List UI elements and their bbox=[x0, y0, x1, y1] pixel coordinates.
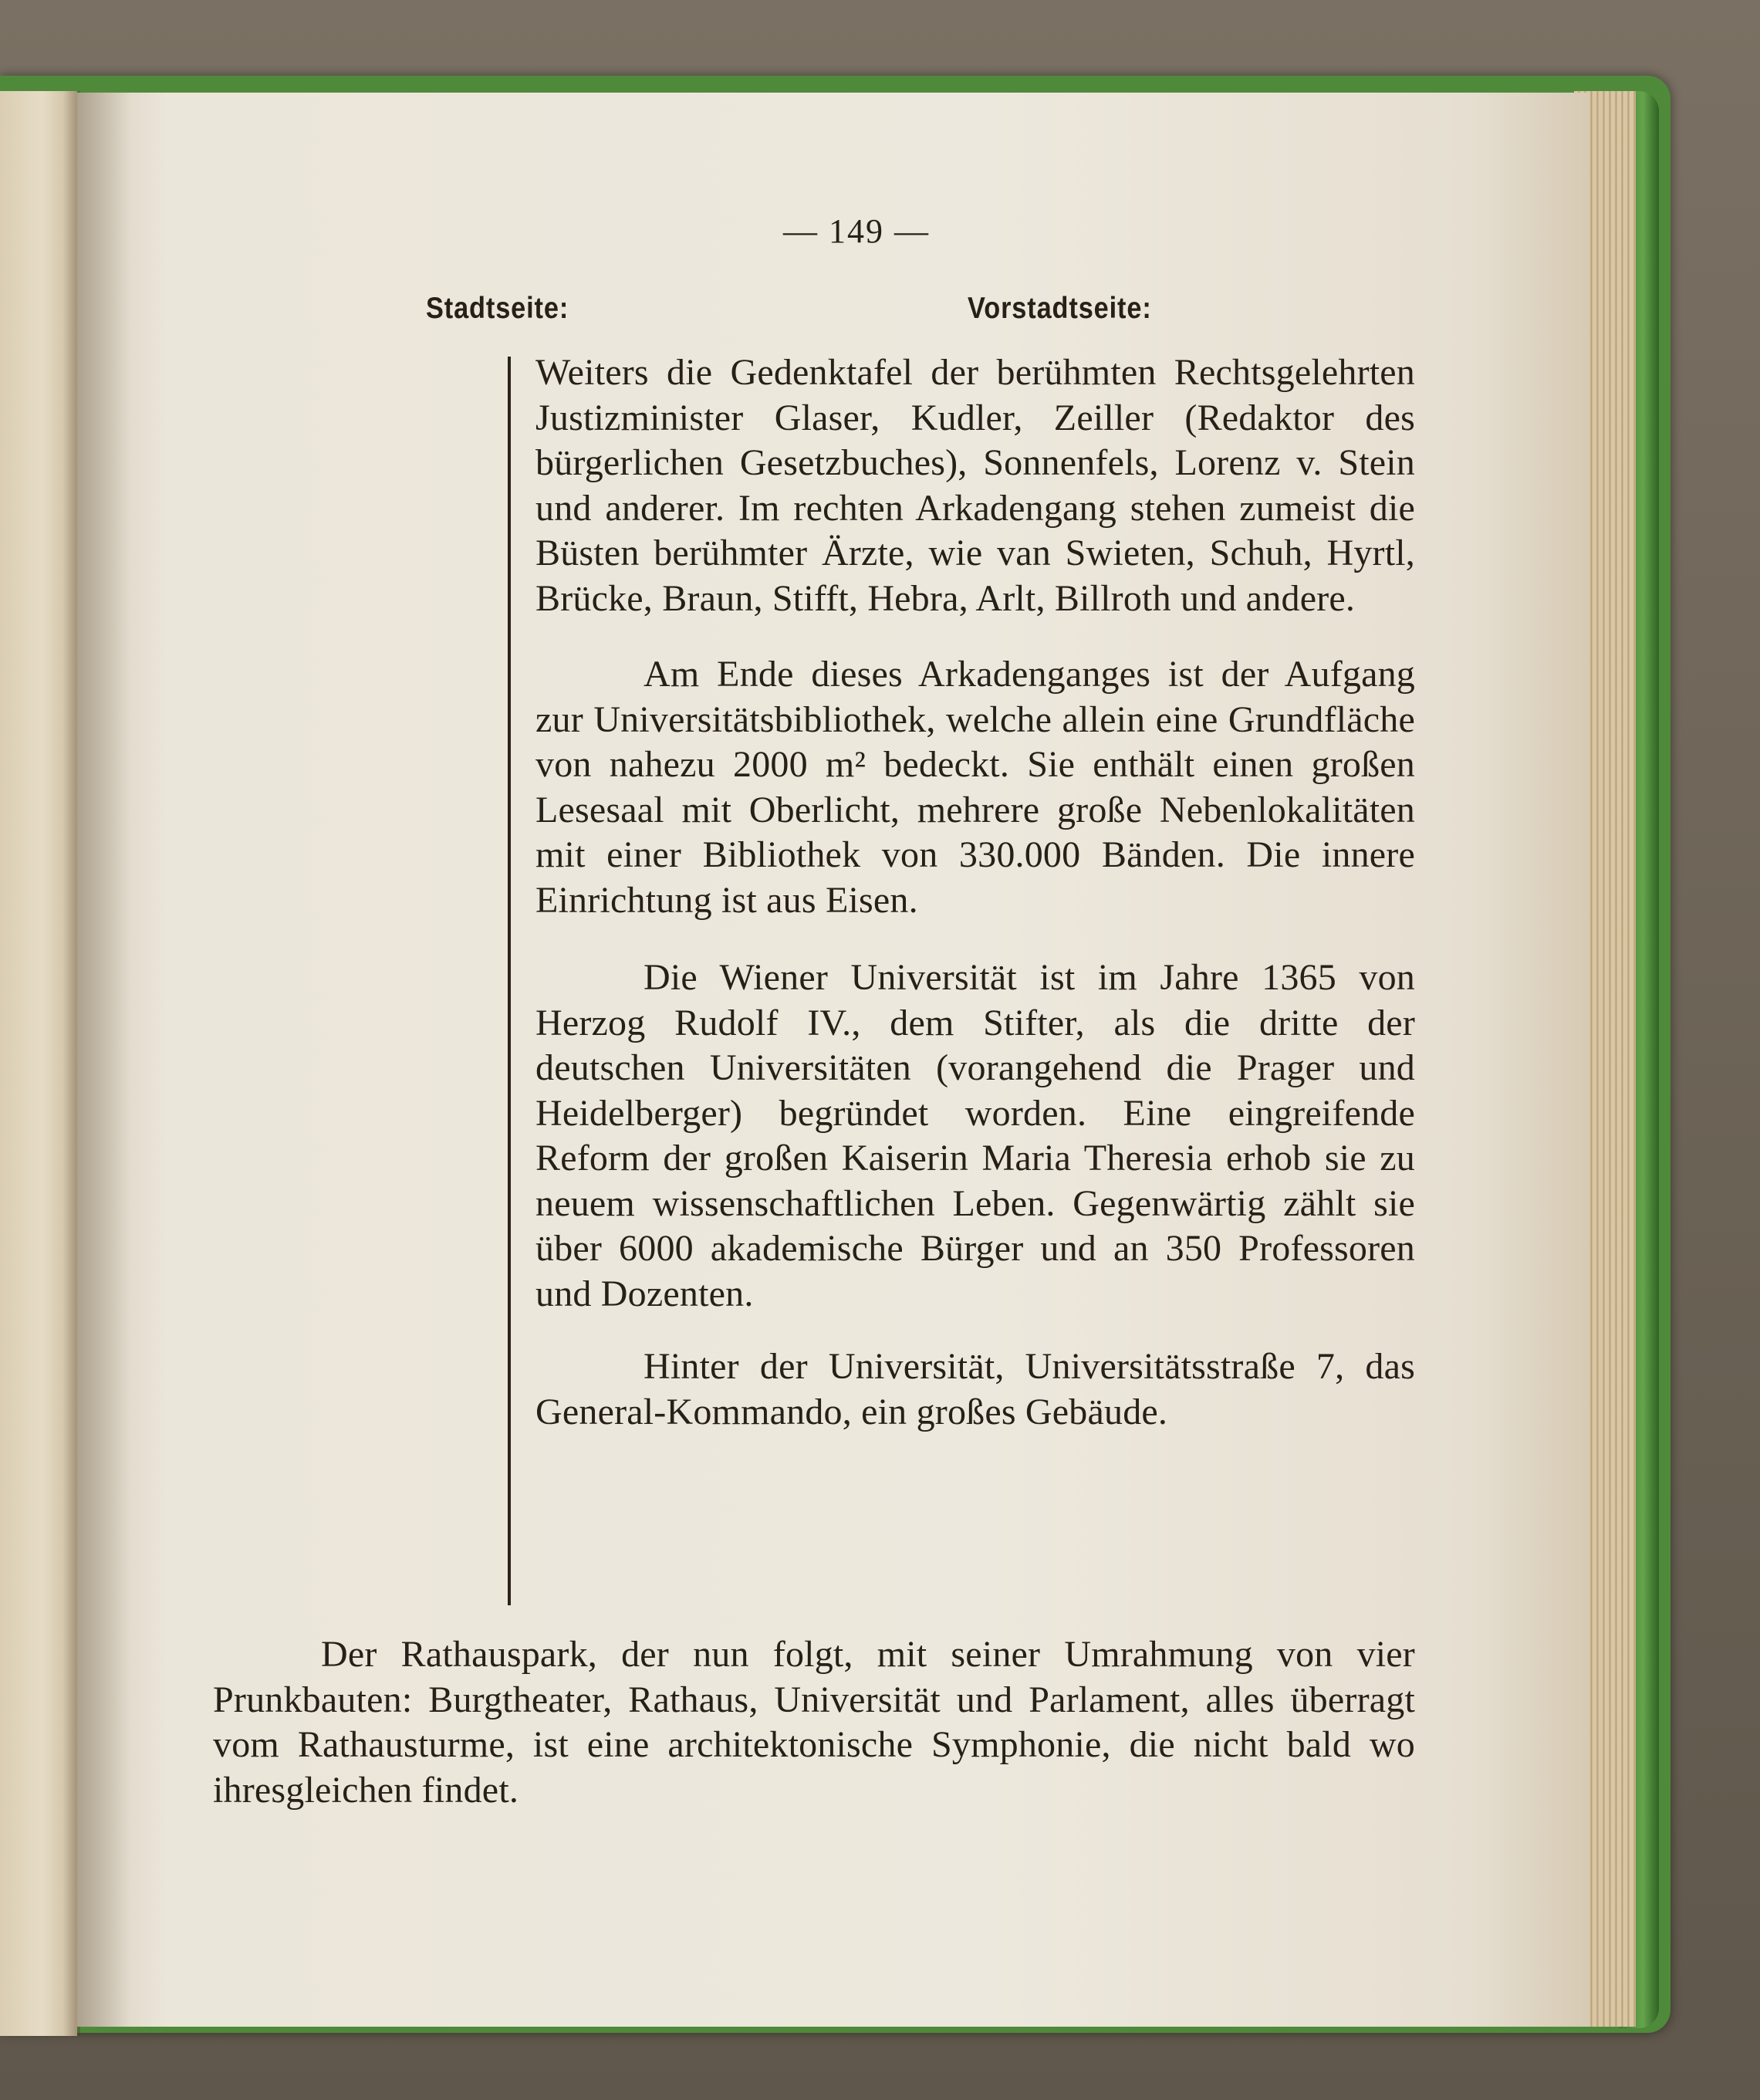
heading-vorstadtseite: Vorstadtseite: bbox=[968, 292, 1152, 325]
paragraph-bibliothek: Am Ende dieses Arkadenganges ist der Aufgang zur Universitätsbibliothek, welche allein eine Grundfläche von nahezu 2000 m² bedeckt. Sie enthält einen großen Lesesaal mit Oberlicht, mehrere große Nebenlokalitäten mit einer Bibliothek von 330.000 Bänden. Die innere Einrichtung ist aus Eisen. bbox=[535, 654, 1415, 921]
paragraph-gedenktafel: Weiters die Gedenktafel der berühmten Rechtsgelehrten Justizminister Glaser, Kudler, Zeiller (Redaktor des bürgerlichen Gesetzbuches), Sonnenfels, Lorenz v. Stein und anderer. Im rechten Arkadengang stehen zumeist die Büsten berühmter Ärzte, wie van Swieten, Schuh, Hyrtl, Brücke, Braun, Stifft, Hebra, Arlt, Billroth und andere. bbox=[535, 352, 1415, 619]
full-width-text bbox=[213, 1632, 1415, 1813]
heading-stadtseite: Stadtseite: bbox=[426, 292, 569, 325]
gutter-shadow bbox=[77, 93, 131, 2027]
paragraph-rathauspark: Der Rathauspark, der nun folgt, mit seiner Umrahmung von vier Prunkbauten: Burgtheater, Rathaus, Universität und Parlament, alles überragt vom Rathausturme, ist eine architektonische Symphonie, die nicht bald wo ihresgleichen findet. bbox=[213, 1634, 1415, 1811]
paragraph-general-kommando: Hinter der Universität, Universitätsstraße 7, das General-Kommando, ein großes Gebäude. bbox=[535, 1346, 1415, 1432]
vorstadt-column bbox=[535, 350, 1415, 1435]
page-number: — 149 — bbox=[783, 212, 930, 250]
column-divider-rule bbox=[508, 357, 511, 1605]
paragraph-universitaet: Die Wiener Universität ist im Jahre 1365 von Herzog Rudolf IV., dem Stifter, als die dritte der deutschen Universitäten (vorangehend die Prager und Heidelberger) begründet worden. Eine eingreifende Reform der großen Kaiserin Maria Theresia erhob sie zu neuem wissenschaftlichen Leben. Gegenwärtig zählt sie über 6000 akademische Bürger und an 350 Professoren und Dozenten. bbox=[535, 957, 1415, 1314]
